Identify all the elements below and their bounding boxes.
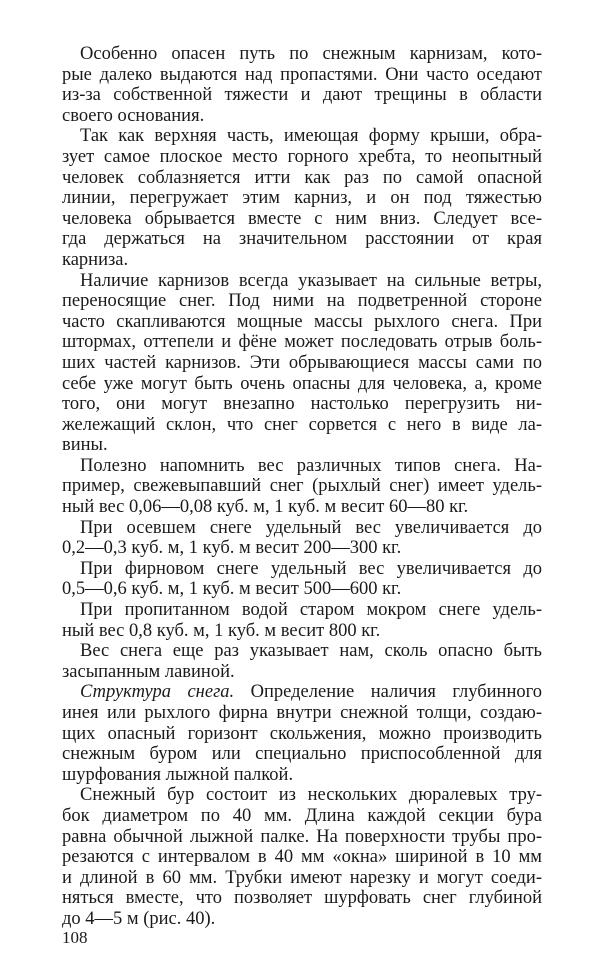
- text-line: [62, 827, 542, 848]
- text-line: [62, 374, 542, 395]
- line-text: человека обрывается вместе с ним вниз. Следует все-: [62, 208, 542, 229]
- line-text: штормах, оттепели и фёне может последовать отрыв боль-: [62, 332, 542, 353]
- text-line: [62, 415, 542, 436]
- line-text: бок диаметром по 40 мм. Длина каждой секции бура: [62, 805, 542, 826]
- text-line: [62, 765, 542, 786]
- text-line: [62, 250, 542, 271]
- line-text: ших частей карнизов. Эти обрывающиеся массы сами по: [62, 352, 542, 373]
- paragraph: [62, 682, 542, 785]
- paragraph: [62, 271, 542, 456]
- line-text: Определение наличия глубинного: [234, 682, 542, 703]
- paragraph: [62, 600, 542, 641]
- line-text: При осевшем снеге удельный вес увеличивается до: [80, 517, 542, 538]
- paragraph: [62, 456, 542, 518]
- line-text: снежным буром или специально приспособленной для: [62, 744, 542, 765]
- line-text: из-за собственной тяжести и дают трещины в области: [62, 85, 542, 106]
- text-line: [62, 621, 542, 642]
- text-line: [62, 682, 542, 703]
- text-line: [62, 785, 542, 806]
- line-text: часто скапливаются мощные массы рыхлого снега. При: [62, 311, 542, 332]
- line-text: своего основания.: [62, 105, 205, 126]
- line-text: линии, перегружает этим карниз, и он под тяжестью: [62, 188, 542, 209]
- line-text: жележащий склон, что снег сорвется с него в виде ла-: [62, 414, 542, 435]
- text-line: [62, 847, 542, 868]
- text-line: [62, 188, 542, 209]
- line-text: гда держаться на значительном расстоянии от края: [62, 229, 542, 250]
- text-line: [62, 435, 542, 456]
- line-text: шурфования лыжной палкой.: [62, 764, 294, 785]
- text-line: [62, 312, 542, 333]
- line-text: ный вес 0,8 куб. м, 1 куб. м весит 800 кг.: [62, 620, 381, 641]
- line-text: Так как верхняя часть, имеющая форму крыши, обра-: [80, 126, 542, 147]
- line-text: ный вес 0,06—0,08 куб. м, 1 куб. м весит 60—80 кг.: [62, 497, 469, 518]
- line-text: вины.: [62, 435, 108, 456]
- text-line: [62, 538, 542, 559]
- line-text: рые далеко выдаются над пропастями. Они часто оседают: [62, 64, 542, 85]
- text-line: [62, 579, 542, 600]
- text-line: [62, 209, 542, 230]
- paragraph: [62, 44, 542, 126]
- paragraph: [62, 785, 542, 929]
- text-line: [62, 106, 542, 127]
- text-line: [62, 456, 542, 477]
- line-text: переносящие снег. Под ними на подветренной стороне: [62, 291, 542, 312]
- line-text: Вес снега еще раз указывает нам, сколь опасно быть: [80, 641, 542, 662]
- line-text: няться вместе, что позволяет шурфовать снег глубиной: [62, 888, 542, 909]
- line-text: Полезно напомнить вес различных типов снега. На-: [80, 455, 542, 476]
- line-text: того, они могут внезапно настолько перегрузить ни-: [62, 394, 542, 415]
- line-text: себе уже могут быть очень опасны для человека, а, кроме: [62, 373, 542, 394]
- text-line: [62, 85, 542, 106]
- section-lead: Структура снега.: [80, 682, 235, 703]
- line-text: При пропитанном водой старом мокром снеге удель-: [80, 600, 542, 621]
- text-line: [62, 394, 542, 415]
- text-line: [62, 65, 542, 86]
- text-line: [62, 744, 542, 765]
- paragraph: [62, 518, 542, 559]
- text-line: [62, 806, 542, 827]
- line-text: человек соблазняется итти как раз по самой опасной: [62, 167, 542, 188]
- paragraph: [62, 126, 542, 270]
- line-text: При фирновом снеге удельный вес увеличивается до: [80, 558, 542, 579]
- text-line: [62, 147, 542, 168]
- text-line: [62, 497, 542, 518]
- text-line: [62, 641, 542, 662]
- text-line: [62, 703, 542, 724]
- text-line: [62, 476, 542, 497]
- text-line: [62, 353, 542, 374]
- text-line: [62, 44, 542, 65]
- line-text: пример, свежевыпавший снег (рыхлый снег) имеет удель-: [62, 476, 542, 497]
- line-text: засыпанным лавиной.: [62, 661, 235, 682]
- page-number: 108: [62, 928, 88, 947]
- text-line: [62, 229, 542, 250]
- line-text: карниза.: [62, 249, 129, 270]
- text-line: [62, 868, 542, 889]
- text-line: [62, 662, 542, 683]
- line-text: равна обычной лыжной палке. На поверхности трубы про-: [62, 826, 542, 847]
- line-text: до 4—5 м (рис. 40).: [62, 908, 216, 929]
- line-text: Особенно опасен путь по снежным карнизам, кото-: [80, 44, 542, 64]
- text-line: [62, 271, 542, 292]
- line-text: Наличие карнизов всегда указывает на сильные ветры,: [80, 270, 542, 291]
- line-text: и длиной в 60 мм. Трубки имеют нарезку и могут соеди-: [62, 867, 542, 888]
- text-line: [62, 724, 542, 745]
- line-text: инея или рыхлого фирна внутри снежной толщи, создаю-: [62, 703, 542, 723]
- line-text: щих опасный горизонт скольжения, можно производить: [62, 723, 542, 744]
- line-text: 0,2—0,3 куб. м, 1 куб. м весит 200—300 кг.: [62, 538, 402, 559]
- page-body: [62, 44, 542, 930]
- paragraph: [62, 641, 542, 682]
- text-line: [62, 168, 542, 189]
- paragraph: [62, 559, 542, 600]
- text-line: [62, 600, 542, 621]
- text-line: [62, 126, 542, 147]
- line-text: 0,5—0,6 куб. м, 1 куб. м весит 500—600 кг.: [62, 579, 402, 600]
- text-line: [62, 291, 542, 312]
- line-text: резаются с интервалом в 40 мм «окна» шириной в 10 мм: [62, 847, 542, 868]
- text-line: [62, 332, 542, 353]
- text-line: [62, 559, 542, 580]
- line-text: зует самое плоское место горного хребта, то неопытный: [62, 146, 542, 167]
- text-line: [62, 888, 542, 909]
- text-line: [62, 518, 542, 539]
- line-text: Снежный бур состоит из нескольких дюралевых тру-: [80, 785, 542, 806]
- text-line: [62, 909, 542, 930]
